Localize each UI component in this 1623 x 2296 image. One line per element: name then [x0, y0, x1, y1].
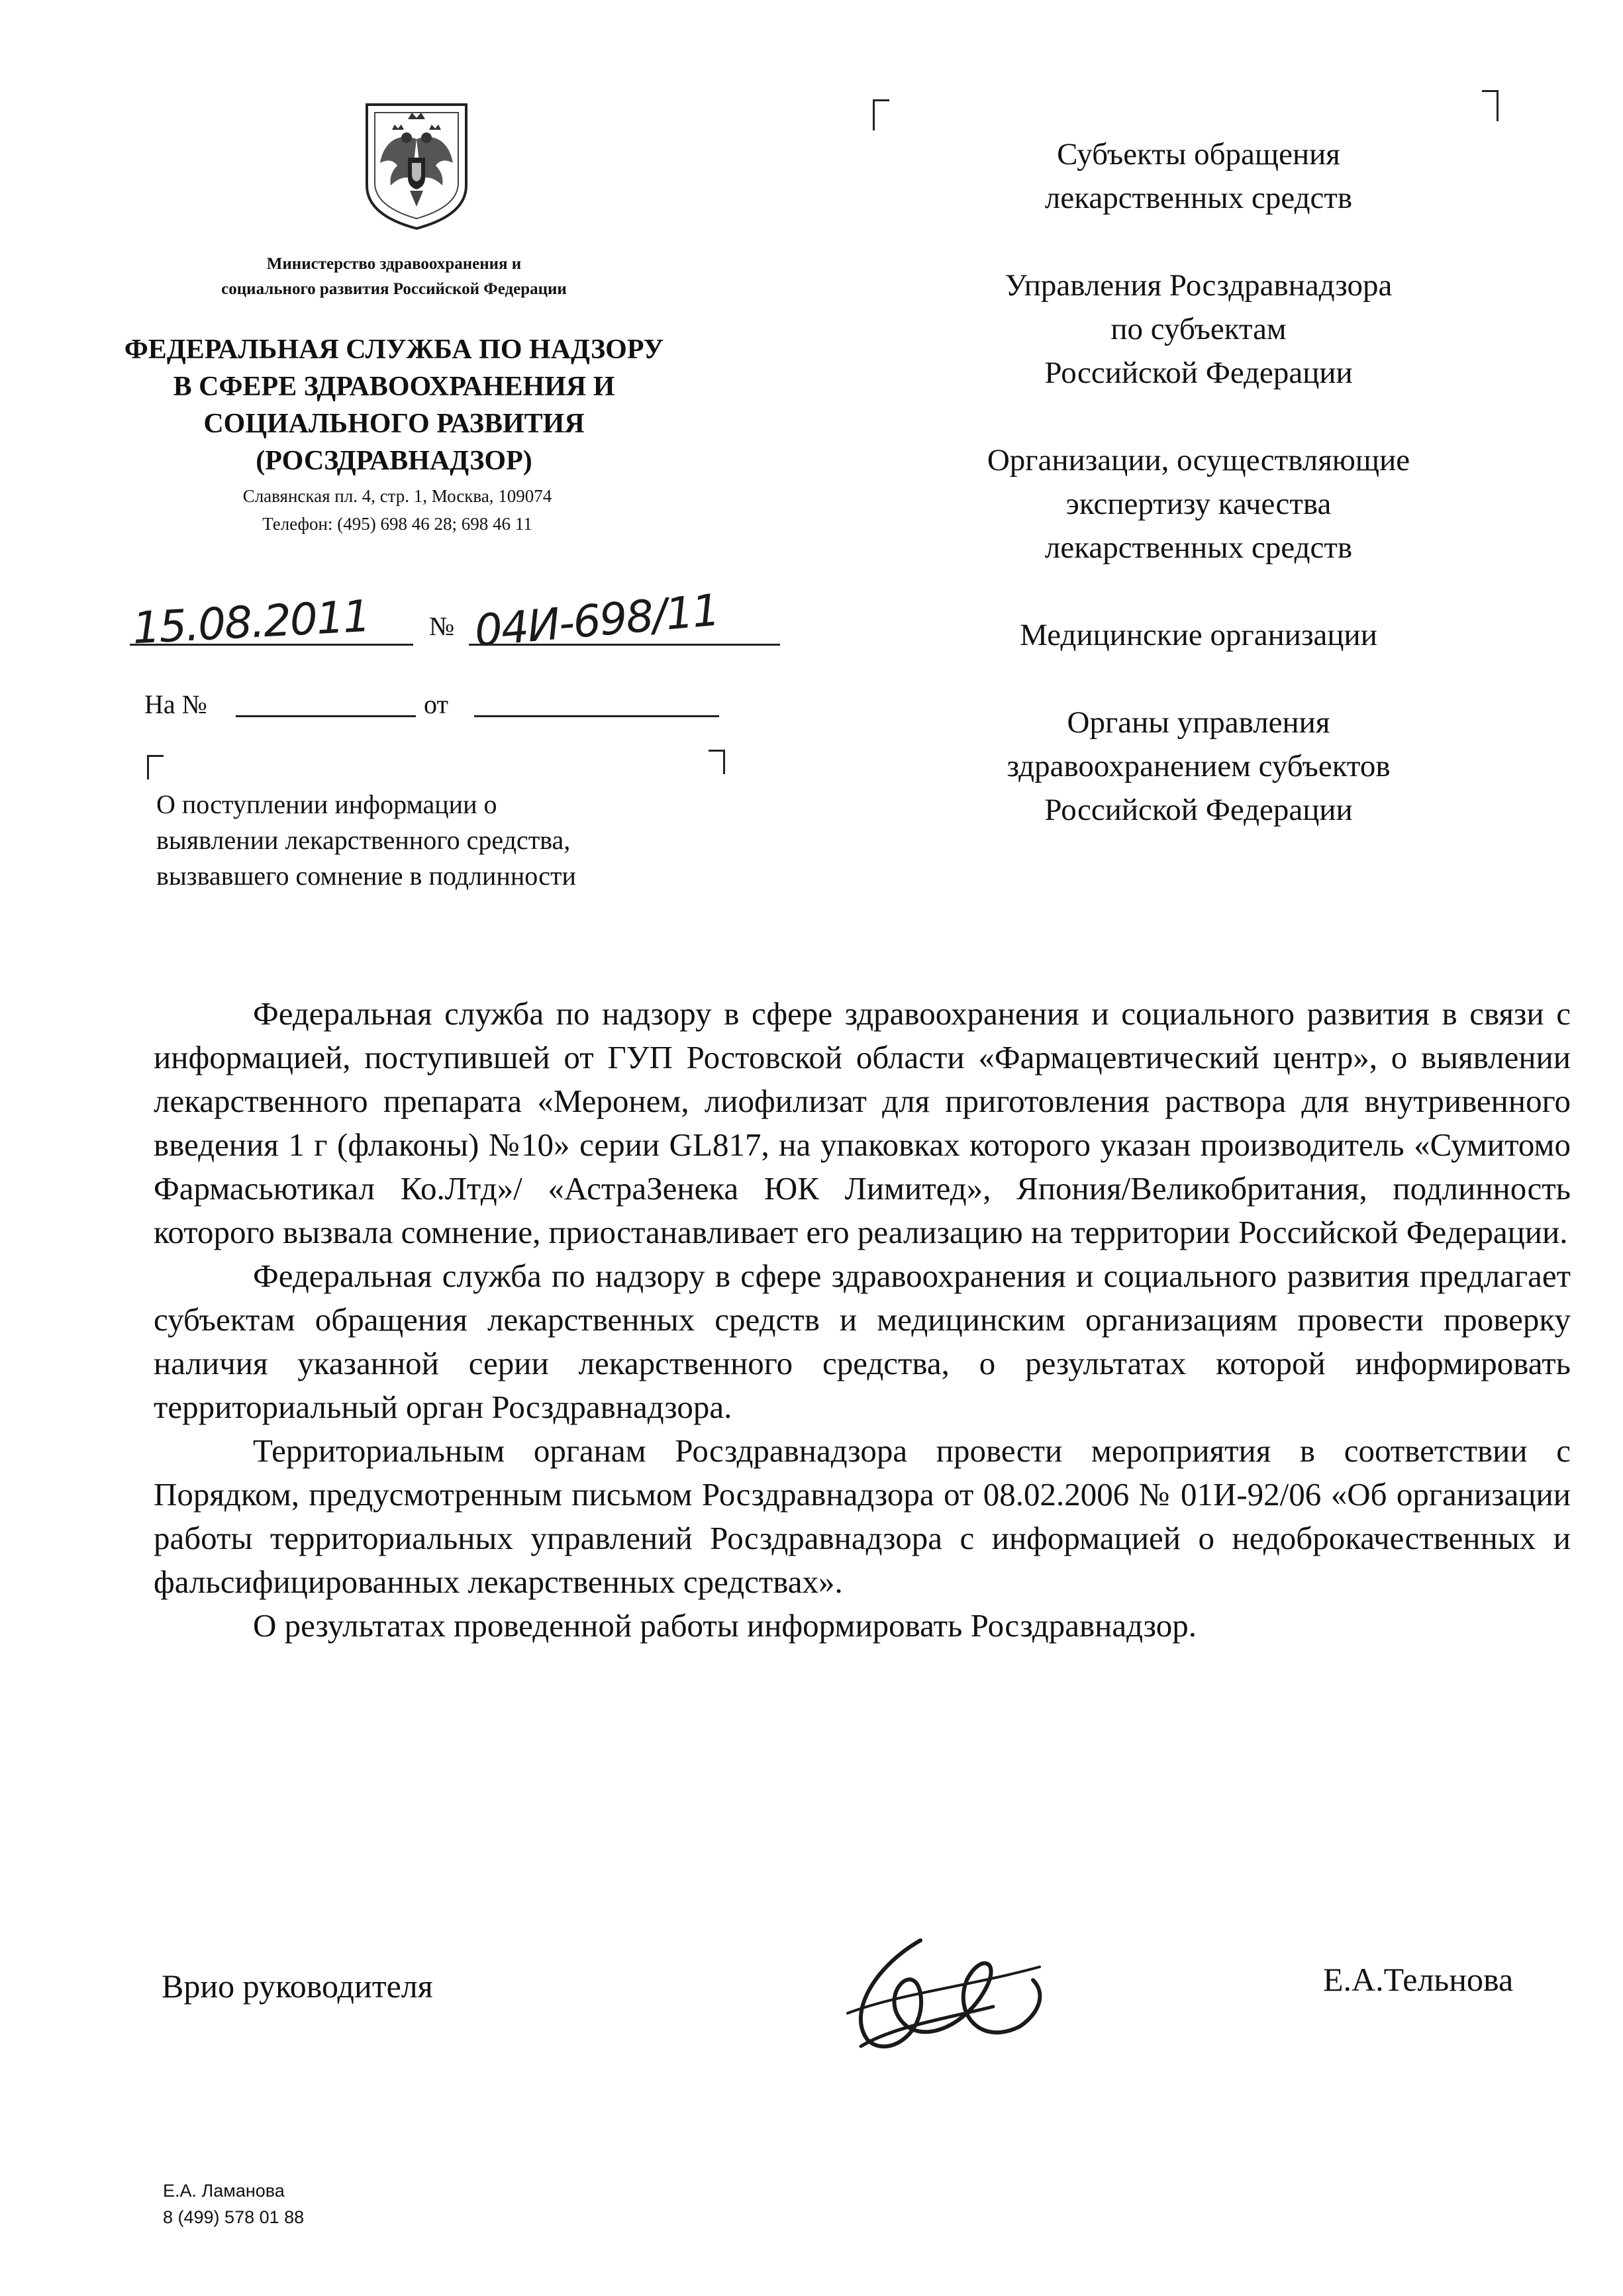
ministry-line: социального развития Российской Федерации	[221, 280, 567, 298]
addressee-line: Организации, осуществляющие	[987, 443, 1410, 477]
ministry-line: Министерство здравоохранения и	[266, 255, 522, 273]
addressee-line: Медицинские организации	[1020, 618, 1377, 652]
addressee-line: здравоохранением субъектов	[1007, 749, 1391, 783]
body-paragraph: Федеральная служба по надзору в сфере здравоохранения и социального развития предлагает субъектам обращения лекарственных средств и медицинским организациям провести проверку наличия указанной серии лекарственного средства, о результатах которой информировать территориальный орган Росздравнадзора.	[154, 1258, 1571, 1425]
number-underline	[469, 644, 780, 646]
addressee-group	[901, 132, 1497, 220]
addressee-corner-right	[1482, 90, 1499, 121]
service-line: ФЕДЕРАЛЬНАЯ СЛУЖБА ПО НАДЗОРУ	[124, 334, 664, 365]
date-underline	[130, 644, 413, 646]
addressee-line: Субъекты обращения	[1057, 137, 1340, 172]
service-name	[86, 331, 702, 479]
addressee-line: экспертизу качества	[1065, 487, 1332, 521]
addressee-line: по субъектам	[1110, 312, 1287, 346]
reference-number-label: На №	[144, 689, 207, 719]
reference-date-field	[474, 715, 719, 717]
subject-line: выявлении лекарственного средства,	[156, 825, 571, 855]
addressee-line: лекарственных средств	[1044, 530, 1353, 565]
addressee-group	[901, 264, 1497, 395]
executor-name: Е.А. Ламанова	[163, 2181, 285, 2201]
outgoing-number: 04И-698/11	[472, 584, 721, 657]
addressee-group	[901, 613, 1497, 657]
signatory-name: Е.А.Тельнова	[1323, 1961, 1514, 1998]
addressee-line: Управления Росздравнадзора	[1005, 268, 1393, 303]
number-label: №	[429, 611, 455, 641]
addressee-block	[901, 132, 1497, 875]
subject-corner-left	[147, 755, 164, 779]
addressee-line: Российской Федерации	[1044, 793, 1353, 827]
signatory-position: Врио руководителя	[162, 1968, 433, 2005]
addressee-group	[901, 438, 1497, 570]
ministry-name	[99, 252, 689, 302]
reference-number-field	[236, 715, 416, 717]
addressee-corner-left	[873, 99, 889, 130]
subject-line: О поступлении информации о	[156, 789, 497, 819]
phone-line: Телефон: (495) 698 46 28; 698 46 11	[262, 514, 532, 534]
subject-corner-right	[709, 750, 725, 774]
addressee-group	[901, 701, 1497, 832]
service-line: СОЦИАЛЬНОГО РАЗВИТИЯ	[203, 409, 585, 439]
addressee-line: Российской Федерации	[1044, 356, 1353, 390]
body-paragraph: Федеральная служба по надзору в сфере здравоохранения и социального развития в связи с информацией, поступившей от ГУП Ростовской области «Фармацевтический центр», о выявлении лекарственного препарата «Меронем, лиофилизат для приготовления раствора для внутривенного введения 1 г (флаконы) №10» серии GL817, на упаковках которого указан производитель «Сумитомо Фармасьютикал Ко.Лтд»/ «АстраЗенека ЮК Лимитед», Япония/Великобритания, подлинность которого вызвала сомнение, приостанавливает его реализацию на территории Российской Федерации.	[154, 995, 1571, 1250]
addressee-line: Органы управления	[1067, 705, 1330, 740]
letter-subject	[156, 787, 752, 894]
addressee-line: лекарственных средств	[1044, 181, 1353, 215]
service-line: В СФЕРЕ ЗДРАВООХРАНЕНИЯ И	[173, 372, 615, 402]
coat-of-arms-icon	[360, 99, 473, 232]
service-line: (РОСЗДРАВНАДЗОР)	[256, 446, 532, 476]
reference-date-label: от	[424, 689, 448, 719]
subject-line: вызвавшего сомнение в подлинности	[156, 861, 576, 891]
executor-info	[163, 2177, 304, 2230]
letter-body	[154, 992, 1571, 1648]
body-paragraph: Территориальным органам Росздравнадзора провести мероприятия в соответствии с Порядком, предусмотренным письмом Росздравнадзора от 08.02.2006 № 01И-92/06 «Об организации работы территориальных управлений Росздравнадзора с информацией о недоброкачественных и фальсифицированных лекарственных средствах».	[154, 1432, 1571, 1600]
handwritten-signature	[821, 1914, 1059, 2066]
body-paragraph: О результатах проведенной работы информировать Росздравнадзор.	[253, 1607, 1197, 1644]
outgoing-date: 15.08.2011	[131, 590, 371, 654]
sender-address	[159, 482, 636, 538]
executor-phone: 8 (499) 578 01 88	[163, 2207, 305, 2227]
address-line: Славянская пл. 4, стр. 1, Москва, 109074	[242, 486, 552, 506]
